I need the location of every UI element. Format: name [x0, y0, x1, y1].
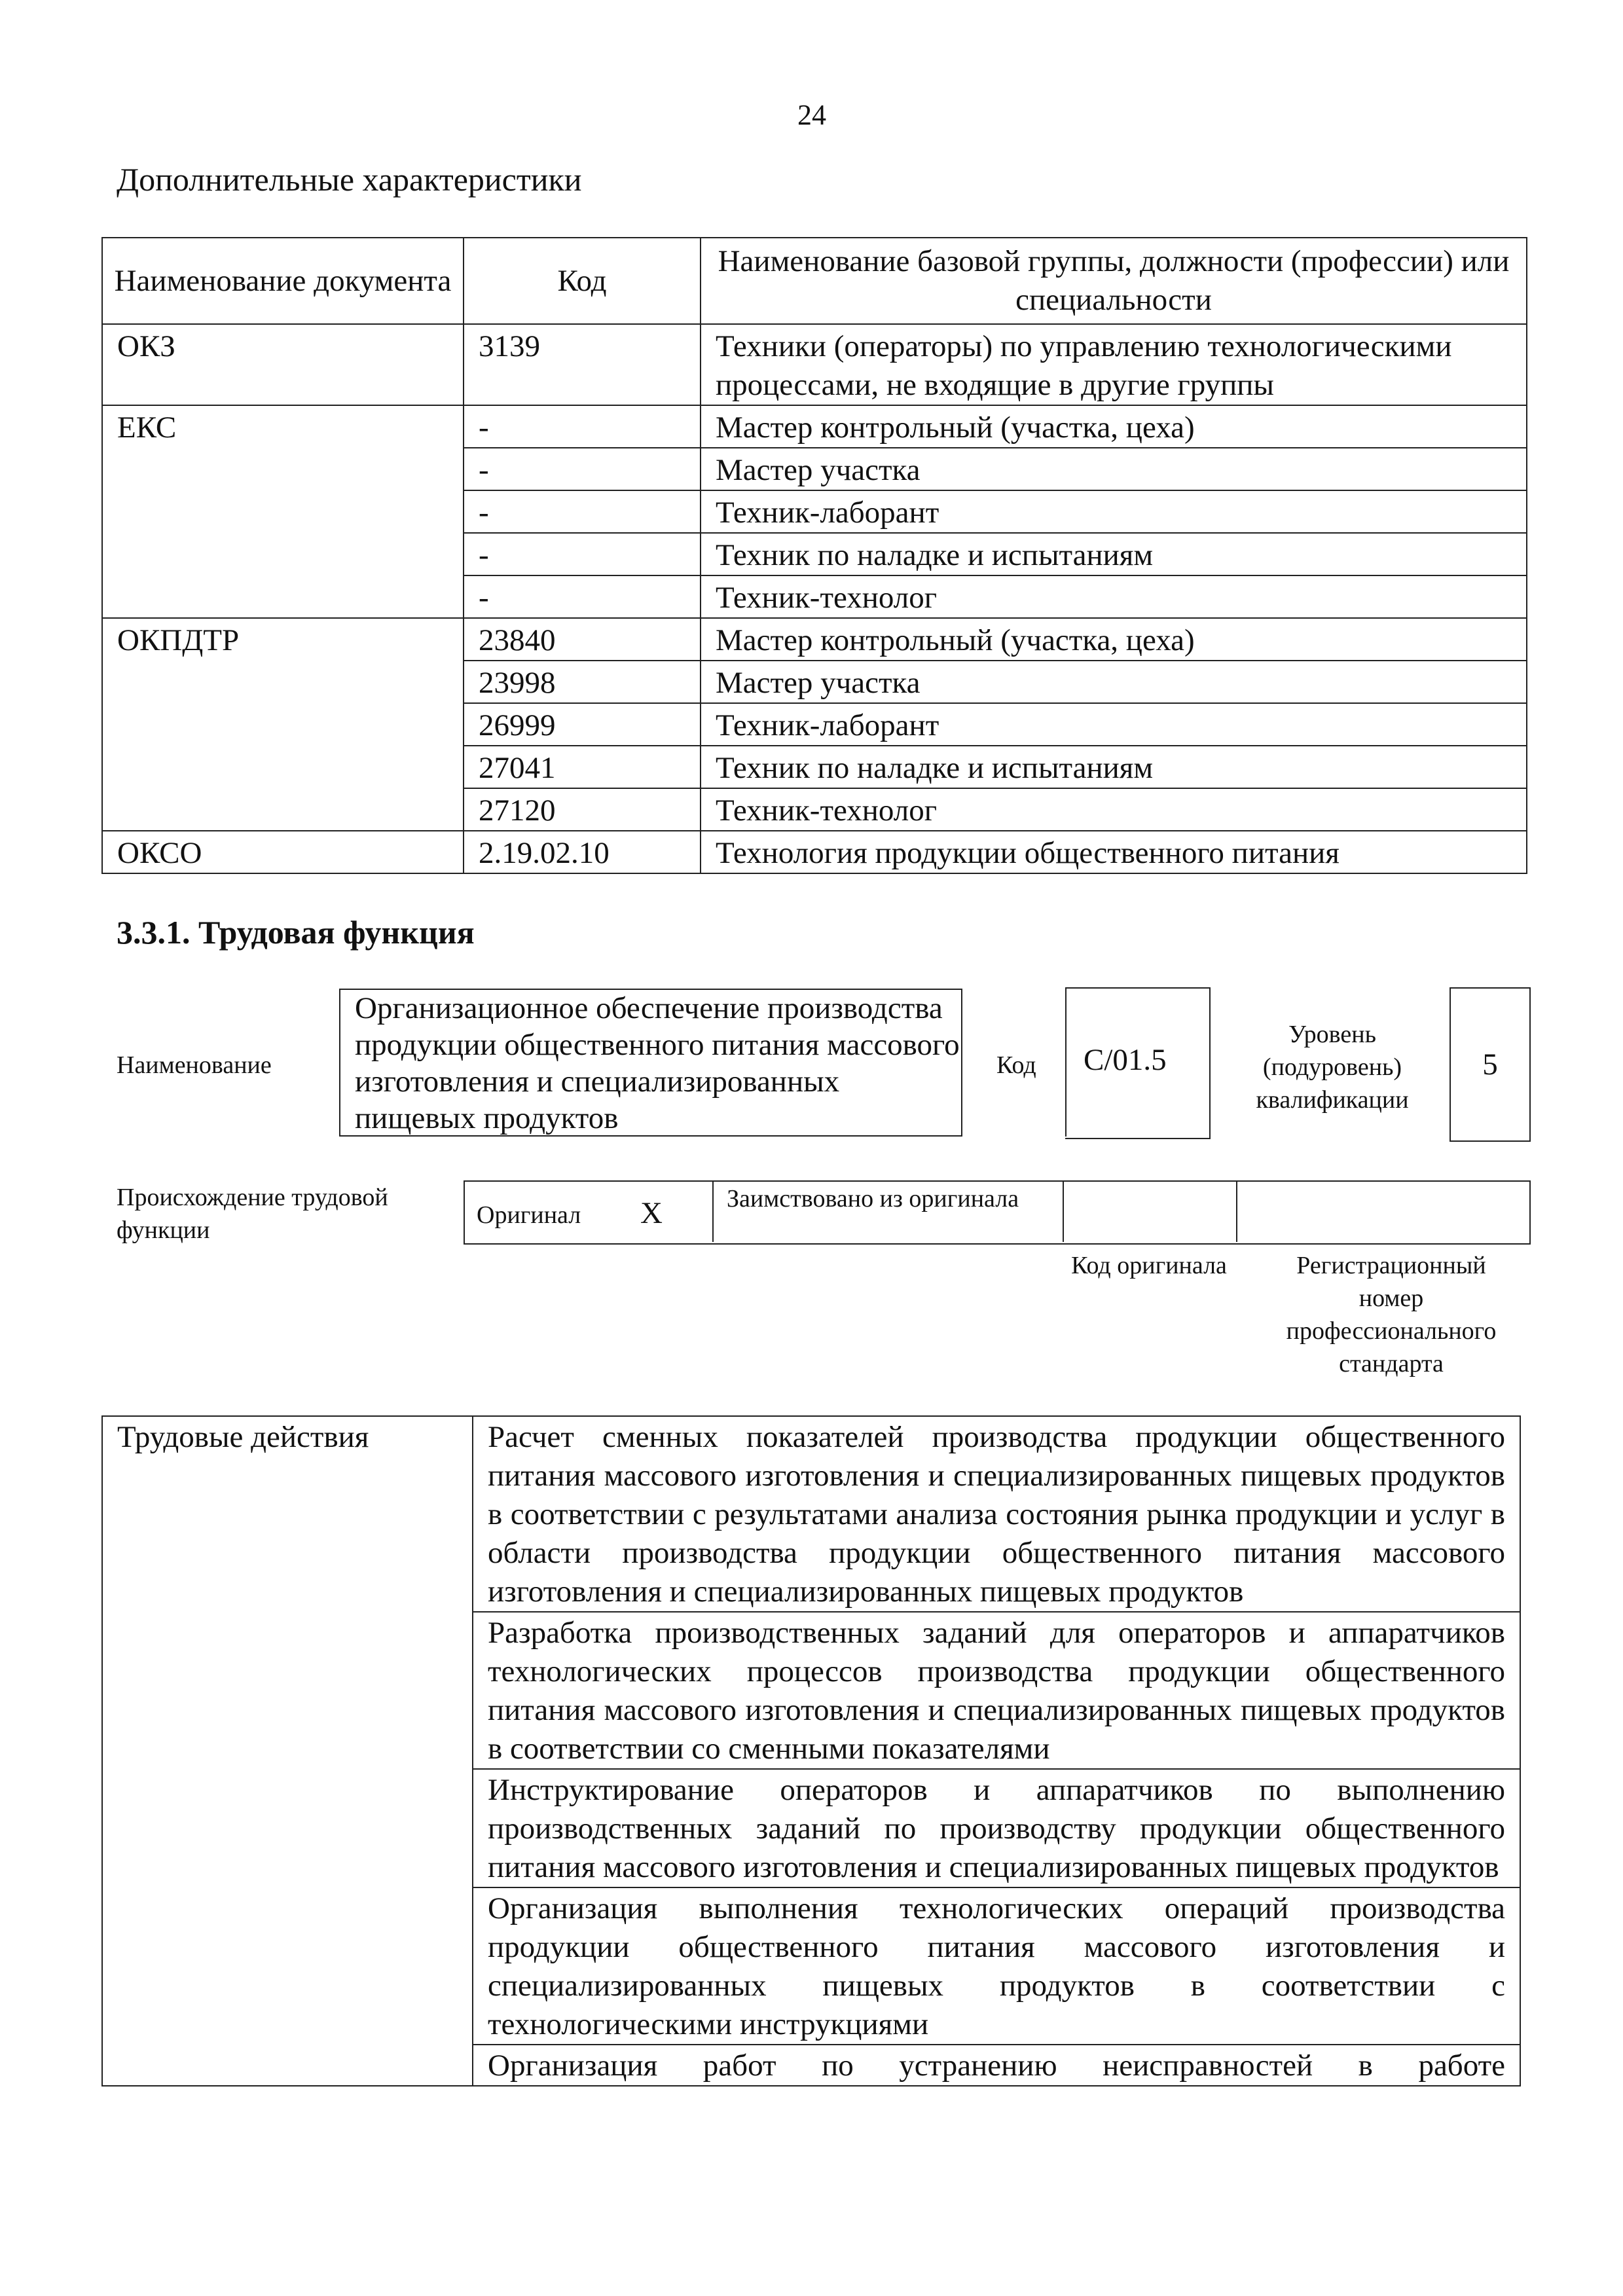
code-cell: - — [464, 405, 701, 448]
code-cell: 2.19.02.10 — [464, 831, 701, 873]
table-row — [102, 831, 1527, 873]
labor-actions-table — [101, 1415, 1521, 2086]
labor-actions-label: Трудовые действия — [102, 1416, 473, 2086]
origin-divider-3 — [1236, 1180, 1237, 1242]
code-cell: 23998 — [464, 661, 701, 703]
name-cell: Техники (операторы) по управлению технологическими процессами, не входящие в другие группы — [701, 324, 1527, 405]
section-title: Дополнительные характеристики — [117, 161, 582, 198]
code-original-caption: Код оригинала — [1071, 1252, 1227, 1279]
name-cell: Техник-лаборант — [701, 490, 1527, 533]
table-row — [102, 1416, 1520, 1612]
code-cell: 27120 — [464, 788, 701, 831]
labor-action-item: Организация работ по устранению неисправностей в работе — [473, 2045, 1520, 2086]
code-cell: - — [464, 448, 701, 490]
code-cell: 27041 — [464, 746, 701, 788]
origin-label: Происхождение трудовой функции — [117, 1184, 388, 1244]
header-name: Наименование базовой группы, должности (профессии) или специальности — [701, 238, 1527, 324]
name-cell: Технология продукции общественного питания — [701, 831, 1527, 873]
borrowed-label: Заимствовано из оригинала — [727, 1185, 1019, 1212]
level-label: Уровень (подуровень) квалификации — [1256, 1021, 1409, 1114]
code-value: С/01.5 — [1084, 1043, 1167, 1077]
code-box-left-edge — [1065, 987, 1067, 1137]
table-row — [102, 324, 1527, 405]
header-document: Наименование документа — [102, 238, 464, 324]
table-row — [102, 618, 1527, 661]
name-cell: Техник-лаборант — [701, 703, 1527, 746]
name-cell: Мастер контрольный (участка, цеха) — [701, 618, 1527, 661]
reg-number-caption: Регистрационный номер профессионального стандарта — [1286, 1252, 1497, 1377]
level-value: 5 — [1450, 987, 1531, 1142]
code-cell: - — [464, 575, 701, 618]
function-heading: 3.3.1. Трудовая функция — [117, 914, 475, 951]
original-label: Оригинал — [477, 1201, 581, 1229]
code-cell: 26999 — [464, 703, 701, 746]
code-cell: - — [464, 490, 701, 533]
code-cell: - — [464, 533, 701, 575]
name-cell: Техник по наладке и испытаниям — [701, 533, 1527, 575]
labor-action-item: Расчет сменных показателей производства продукции общественного питания массового изготовления и специализированных пищевых продуктов в соответствии с результатами анализа состояния рынка продукции и услуг в области производства продукции общественного питания массового изготовления и специализированных пищевых продуктов — [473, 1416, 1520, 1612]
header-code: Код — [464, 238, 701, 324]
labor-action-item: Разработка производственных заданий для операторов и аппаратчиков технологических процессов производства продукции общественного питания массового изготовления и специализированных пищевых продуктов в соответствии со сменными показателями — [473, 1612, 1520, 1769]
name-cell: Мастер контрольный (участка, цеха) — [701, 405, 1527, 448]
doc-okso: ОКСО — [102, 831, 464, 873]
code-cell: 23840 — [464, 618, 701, 661]
labor-action-item: Организация выполнения технологических операций производства продукции общественного питания массового изготовления и специализированных пищевых продуктов в соответствии с технологическими инструкциями — [473, 1887, 1520, 2045]
table-header-row — [102, 238, 1527, 324]
original-mark: X — [640, 1196, 663, 1230]
code-label: Код — [996, 1051, 1036, 1079]
name-cell: Мастер участка — [701, 661, 1527, 703]
origin-divider-2 — [1063, 1180, 1064, 1242]
name-cell: Техник-технолог — [701, 788, 1527, 831]
doc-okz: ОКЗ — [102, 324, 464, 405]
table-row — [102, 405, 1527, 448]
name-cell: Техник-технолог — [701, 575, 1527, 618]
name-label: Наименование — [117, 1051, 272, 1079]
name-cell: Мастер участка — [701, 448, 1527, 490]
function-name-box: Организационное обеспечение производства продукции общественного питания массового изготовления и специализированных пищевых продуктов — [339, 989, 962, 1137]
page-number: 24 — [797, 99, 826, 131]
code-cell: 3139 — [464, 324, 701, 405]
name-cell: Техник по наладке и испытаниям — [701, 746, 1527, 788]
doc-okpdtr: ОКПДТР — [102, 618, 464, 831]
origin-divider-1 — [712, 1180, 714, 1242]
characteristics-table — [101, 237, 1527, 874]
labor-action-item: Инструктирование операторов и аппаратчиков по выполнению производственных заданий по производству продукции общественного питания массового изготовления и специализированных пищевых продуктов — [473, 1769, 1520, 1887]
doc-eks: ЕКС — [102, 405, 464, 618]
